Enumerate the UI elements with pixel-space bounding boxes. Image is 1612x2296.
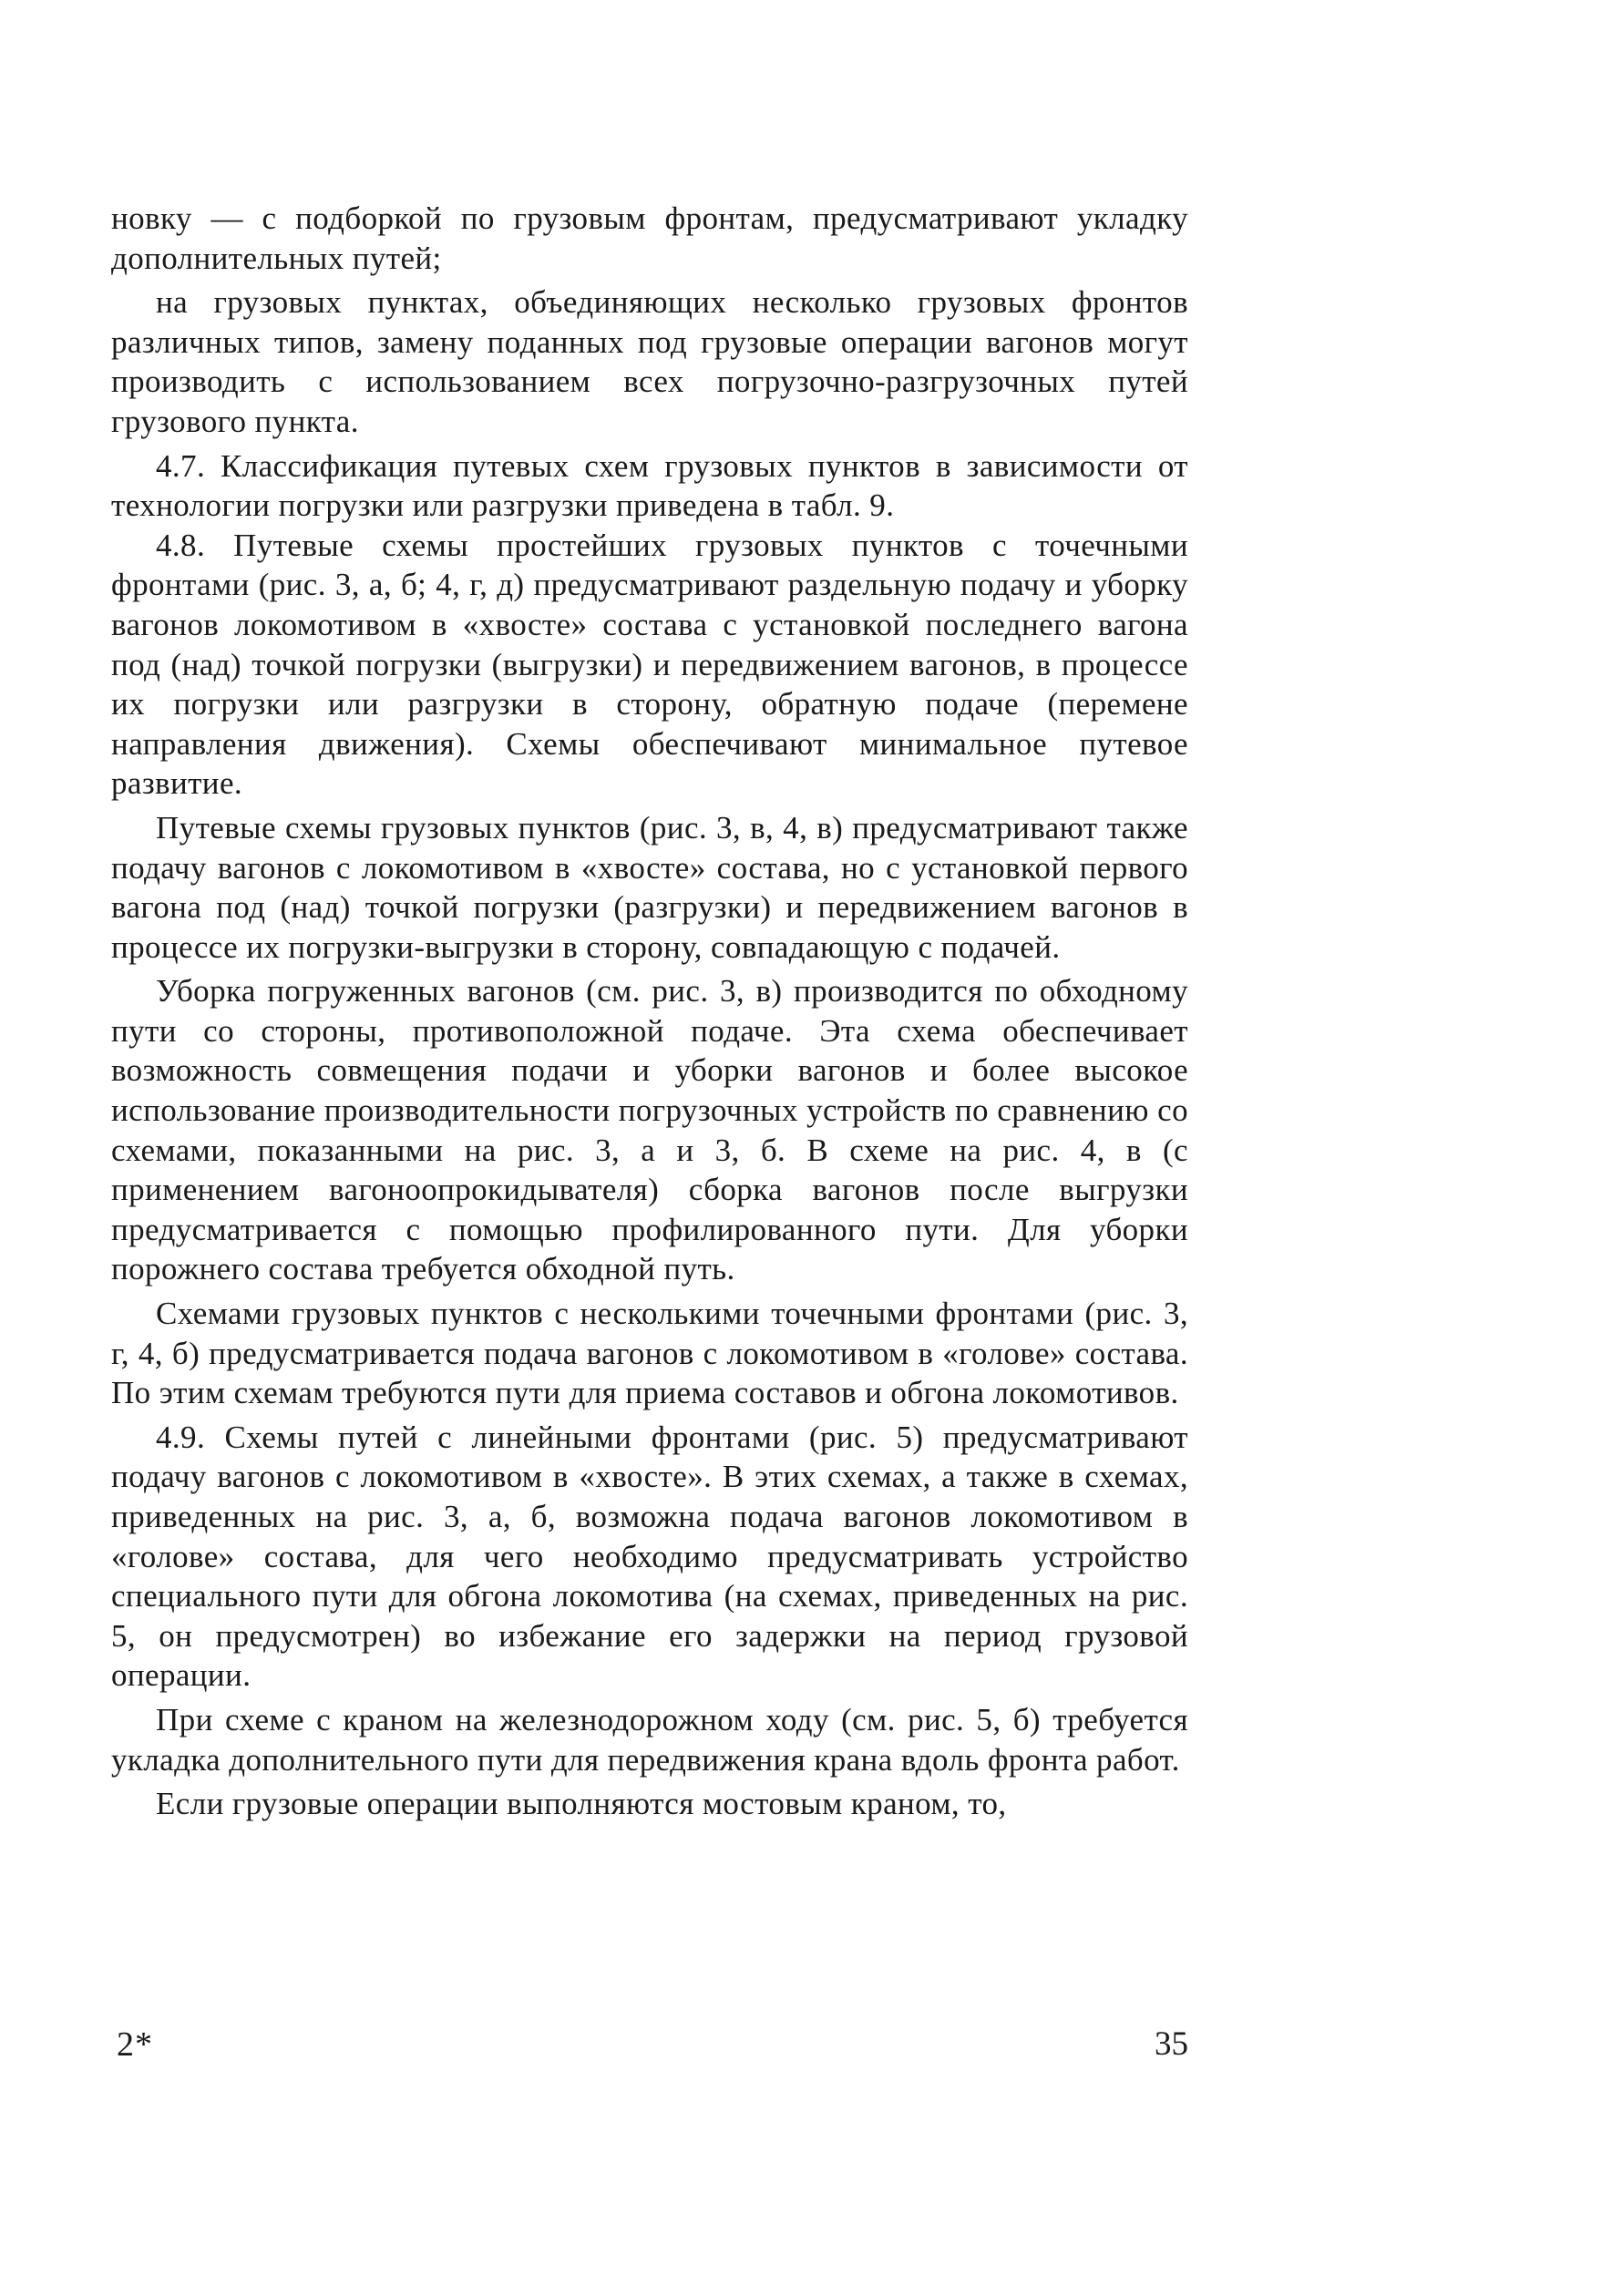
paragraph-4-9: 4.9. Схемы путей с линейными фронтами (рис. 5) предусматривают подачу вагонов с локомотивом в «хвосте». В этих схемах, а также в схемах, приведенных на рис. 3, а, б, возможна подача вагонов локомотивом в «голове» состава, для чего необходимо предусматривать устройство специального пути для обгона локомотива (на схемах, приведенных на рис. 5, он предусмотрен) во избежание его задержки на период грузовой операции. (111, 1419, 1188, 1694)
paragraph-bridge-crane: Если грузовые операции выполняются мостовым краном, то, (156, 1786, 1007, 1822)
paragraph-cargo-points: на грузовых пунктах, объединяющих несколько грузовых фронтов различных типов, замену поданных под грузовые операции вагонов могут производить с использованием всех погрузочно-разгрузочных путей грузового пункта. (111, 284, 1188, 439)
paragraph-crane: При схеме с краном на железнодорожном ходу (см. рис. 5, б) требуется укладка дополнительного пути для передвижения крана вдоль фронта работ. (111, 1701, 1188, 1778)
page-number: 35 (1155, 2025, 1188, 2063)
paragraph-continuation: новку — с подборкой по грузовым фронтам, предусматривают укладку дополнительных путей; (111, 200, 1188, 276)
paragraph-wagon-removal: Уборка погруженных вагонов (см. рис. 3, в) производится по обходному пути со стороны, противоположной подаче. Эта схема обеспечивает возможность совмещения подачи и уборки вагонов и более высокое использование производительности погрузочных устройств по сравнению со схемами, показанными на рис. 3, а и 3, б. В схеме на рис. 4, в (с применением вагоноопрокидывателя) сборка вагонов после выгрузки предусматривается с помощью профилированного пути. Для уборки порожнего состава требуется обходной путь. (111, 973, 1188, 1287)
page-footer (117, 2024, 1188, 2079)
paragraph-track-schemes: Путевые схемы грузовых пунктов (рис. 3, в, 4, в) предусматривают также подачу вагонов с локомотивом в «хвосте» состава, но с установкой первого вагона под (над) точкой погрузки (разгрузки) и передвижением вагонов в процессе их погрузки-выгрузки в сторону, совпадающую с подачей. (111, 809, 1188, 965)
signature-mark: 2* (117, 2025, 153, 2064)
paragraph-4-7: 4.7. Классификация путевых схем грузовых пунктов в зависимости от технологии погрузки или разгрузки приведена в табл. 9. (111, 447, 1188, 524)
paragraph-4-8: 4.8. Путевые схемы простейших грузовых пунктов с точечными фронтами (рис. 3, а, б; 4, г, д) предусматривают раздельную подачу и уборку вагонов локомотивом в «хвосте» состава с установкой последнего вагона под (над) точкой погрузки (выгрузки) и передвижением вагонов, в процессе их погрузки или разгрузки в сторону, обратную подаче (перемене направления движения). Схемы обеспечивают минимальное путевое развитие. (111, 527, 1188, 802)
body-text (111, 199, 1188, 1824)
paragraph-point-fronts: Схемами грузовых пунктов с несколькими точечными фронтами (рис. 3, г, 4, б) предусматривается подача вагонов с локомотивом в «голове» состава. По этим схемам требуются пути для приема составов и обгона локомотивов. (111, 1296, 1188, 1411)
